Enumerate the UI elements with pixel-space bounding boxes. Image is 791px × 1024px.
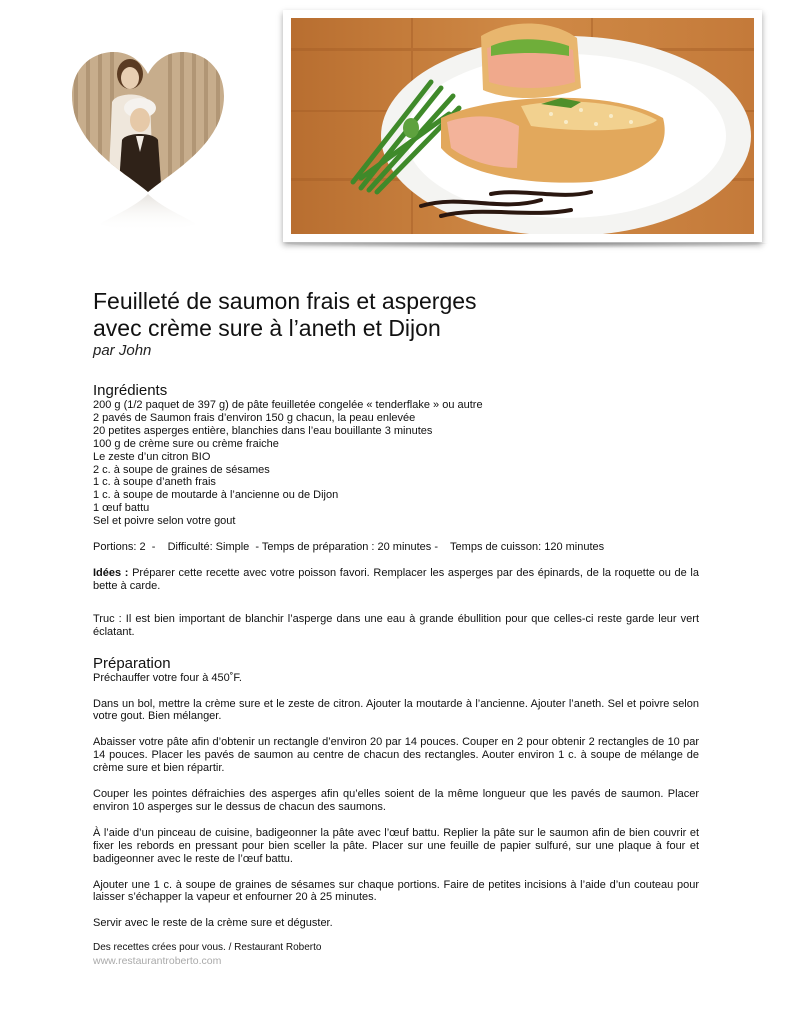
ingredient-item: 1 c. à soupe de moutarde à l’ancienne ou de Dijon xyxy=(93,489,339,502)
recipe-title xyxy=(93,288,699,342)
ingredient-item: 100 g de crème sure ou crème fraiche xyxy=(93,437,279,450)
preparation-step: À l’aide d’un pinceau de cuisine, badigeonner la pâte avec l’œuf battu. Replier la pâte sur le saumon afin de bien couvrir et fixer les rebords en pressant pour bien sceller la pâte. Placer sur une feuille de papier sulfuré, sur une plaque à four et badigeonner avec le reste de l’œuf battu. xyxy=(93,826,699,865)
recipe-author: par John xyxy=(93,342,152,359)
tip-paragraph: Truc : Il est bien important de blanchir l’asperge dans une eau à grande ébullition pour que celles-ci reste garde leur vert éclatant. xyxy=(93,612,699,638)
dish-photo xyxy=(283,10,762,242)
recipe-title-line1: Feuilleté de saumon frais et asperges xyxy=(93,288,477,314)
ingredient-item: Sel et poivre selon votre gout xyxy=(93,515,236,528)
ingredients-list xyxy=(93,399,699,528)
recipe-meta: Portions: 2 - Difficulté: Simple - Temps de préparation : 20 minutes - Temps de cuisson: 120 minutes xyxy=(93,541,605,554)
ingredients-heading: Ingrédients xyxy=(93,382,168,399)
ingredient-item: 20 petites asperges entière, blanchies dans l’eau bouillante 3 minutes xyxy=(93,424,433,437)
ideas-label: Idées : xyxy=(93,566,129,579)
recipe-title-line2: avec crème sure à l’aneth et Dijon xyxy=(93,315,441,341)
ingredient-item: 200 g (1/2 paquet de 397 g) de pâte feuilletée congelée « tenderflake » ou autre xyxy=(93,399,483,411)
preparation-heading: Préparation xyxy=(93,654,171,672)
ingredient-item: 2 c. à soupe de graines de sésames xyxy=(93,463,270,476)
ingredient-item: 1 c. à soupe d’aneth frais xyxy=(93,476,216,489)
footer xyxy=(93,941,321,968)
footer-tagline: Des recettes crées pour vous. / Restaurant Roberto xyxy=(93,942,322,953)
preparation-step: Abaisser votre pâte afin d’obtenir un rectangle d’environ 20 par 14 pouces. Couper en 2 pour obtenir 2 rectangles de 10 par 14 pouces. Placer les pavés de saumon au centre de chacun des rectangles. Aouter environ 1 c. à soupe de mélange de crème sure et bien répartir. xyxy=(93,736,699,775)
preparation-step: Préchauffer votre four à 450˚F. xyxy=(93,671,242,684)
heart-photo xyxy=(68,48,228,238)
ingredient-item: 2 pavés de Saumon frais d’environ 150 g chacun, la peau enlevée xyxy=(93,411,416,424)
preparation-step: Ajouter une 1 c. à soupe de graines de sésames sur chaque portions. Faire de petites incisions à l’aide d’un couteau pour laisser s’échapper la vapeur et enfourner 20 à 25 minutes. xyxy=(93,878,699,904)
ingredient-item: Le zeste d’un citron BIO xyxy=(93,450,211,463)
recipe-document xyxy=(93,288,699,930)
photo-shadow xyxy=(283,243,768,261)
footer-website-link[interactable]: www.restaurantroberto.com xyxy=(93,955,222,967)
preparation-step: Dans un bol, mettre la crème sure et le zeste de citron. Ajouter la moutarde à l’ancienne. Ajouter l’aneth. Sel et poivre selon votre gout. Bien mélanger. xyxy=(93,697,699,723)
ideas-text: Préparer cette recette avec votre poisson favori. Remplacer les asperges par des épinards, de la roquette ou de la bette à carde. xyxy=(93,566,699,592)
ingredient-item: 1 œuf battu xyxy=(93,502,150,515)
ideas-paragraph xyxy=(93,567,699,593)
preparation-step: Couper les pointes défraichies des asperges afin qu’elles soient de la même longueur que les pavés de saumon. Placer environ 10 asperges sur le dessus de chacun des saumons. xyxy=(93,788,699,813)
preparation-step: Servir avec le reste de la crème sure et déguster. xyxy=(93,917,333,930)
